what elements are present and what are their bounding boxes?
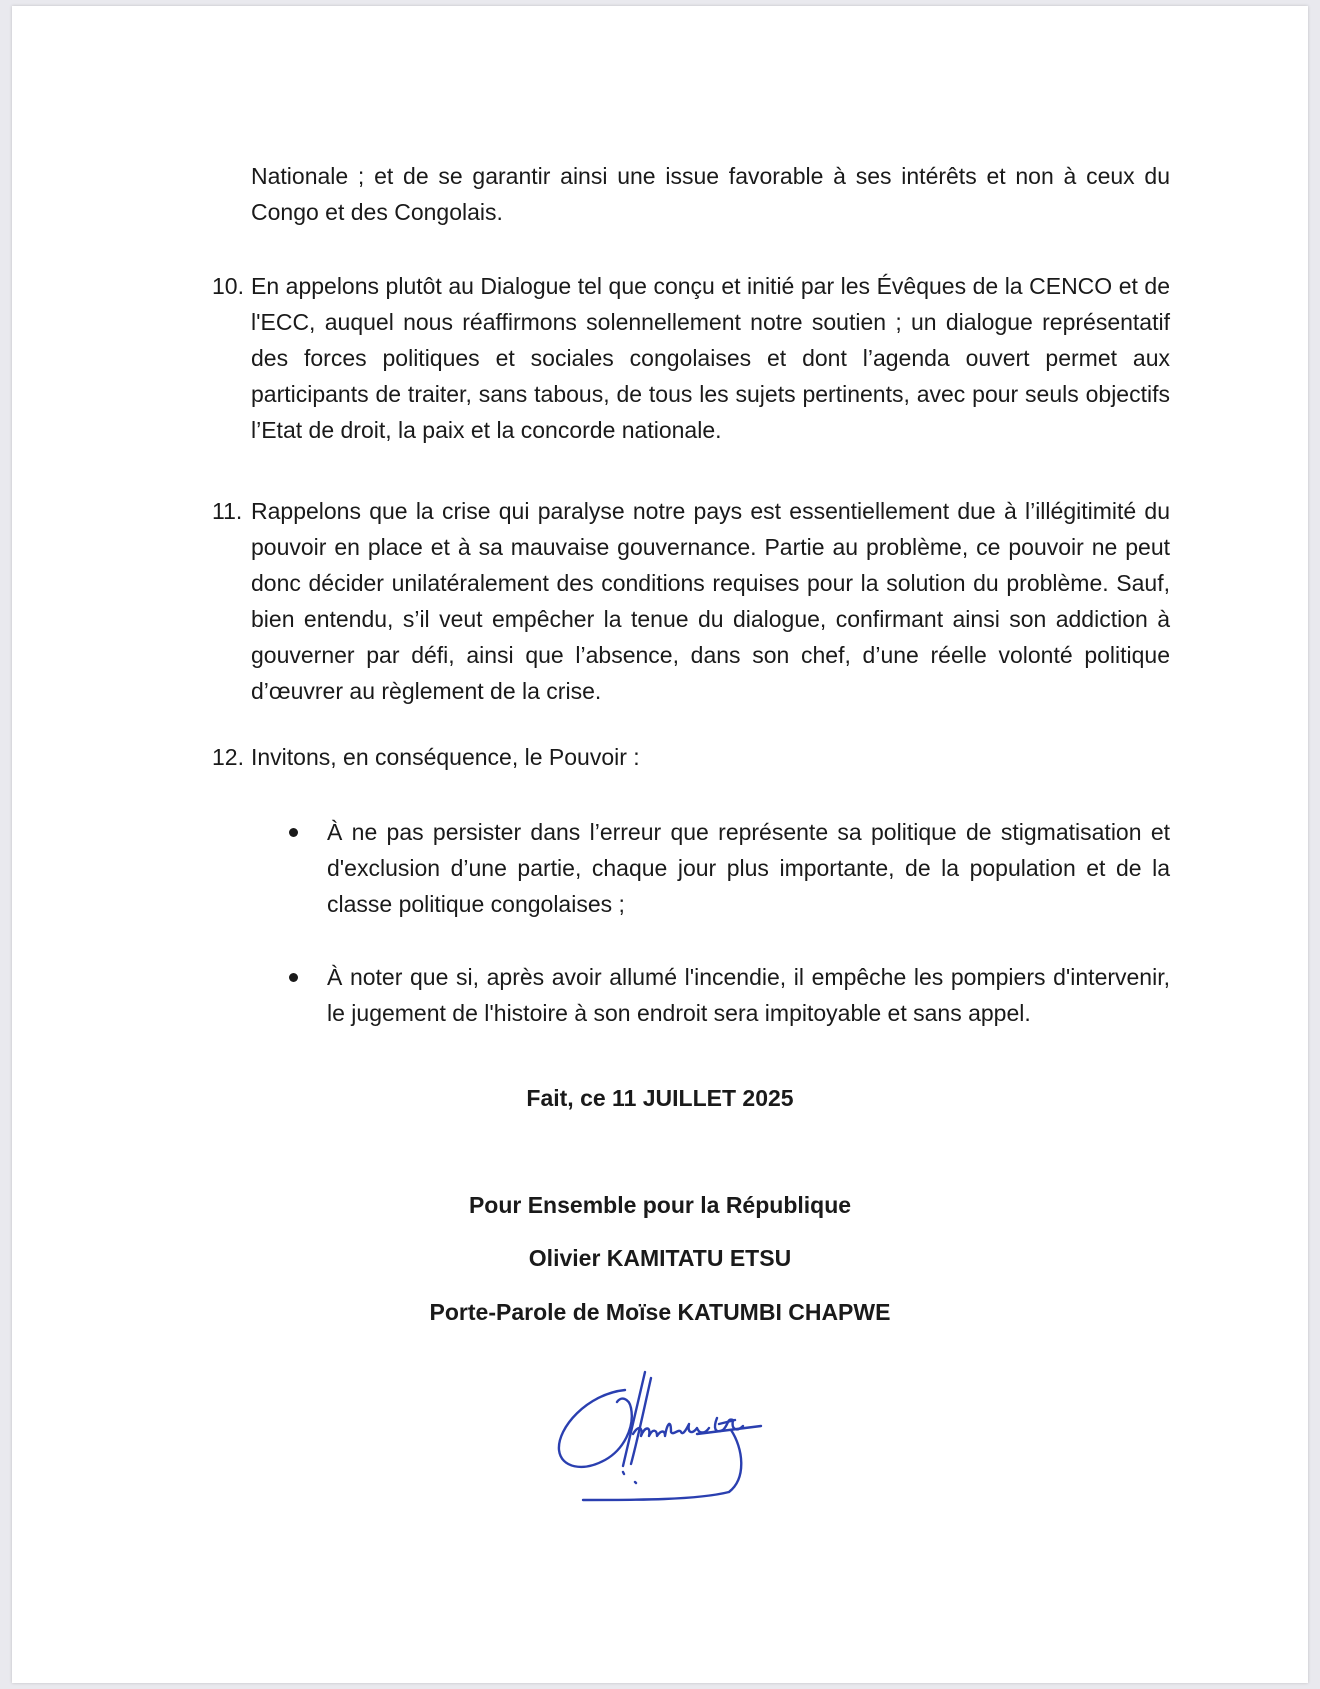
bullet-text: À noter que si, après avoir allumé l'incendie, il empêche les pompiers d'intervenir, le jugement de l'histoire à son endroit sera impitoyable et sans appel. xyxy=(327,964,1170,1026)
bullet-item xyxy=(284,959,1170,1031)
bullet-icon xyxy=(289,973,298,982)
bullet-icon xyxy=(289,828,298,837)
handwritten-signature xyxy=(547,1368,787,1518)
document-page xyxy=(12,6,1308,1683)
signatory-organization: Pour Ensemble pour la République xyxy=(468,1192,852,1218)
list-item-text: Rappelons que la crise qui paralyse notre pays est essentiellement due à l’illégitimité du pouvoir en place et à sa mauvaise gouvernance. Partie au problème, ce pouvoir ne peut donc décider unilatéralement des conditions requises pour la solution du problème. Sauf, bien entendu, s’il veut empêcher la tenue du dialogue, confirmant ainsi son addiction à gouverner par défi, ainsi que l’absence, dans son chef, d’une réelle volonté politique d’œuvrer au règlement de la crise. xyxy=(251,498,1170,704)
date-line: Fait, ce 11 JUILLET 2025 xyxy=(526,1085,794,1111)
list-item-11 xyxy=(212,493,1170,709)
signatory-name: Olivier KAMITATU ETSU xyxy=(528,1245,792,1271)
list-item-number: 11. xyxy=(212,498,243,524)
bullet-item xyxy=(284,814,1170,922)
list-item-12 xyxy=(212,739,1170,775)
list-item-10 xyxy=(212,268,1170,448)
signatory-role: Porte-Parole de Moïse KATUMBI CHAPWE xyxy=(429,1299,891,1325)
list-item-number: 10. xyxy=(212,273,244,299)
list-item-text: Invitons, en conséquence, le Pouvoir : xyxy=(251,744,640,770)
list-item-number: 12. xyxy=(212,744,244,770)
bullet-text: À ne pas persister dans l’erreur que représente sa politique de stigmatisation et d'exclusion d’une partie, chaque jour plus importante, de la population et de la classe politique congolaises ; xyxy=(327,819,1170,917)
continuation-paragraph: Nationale ; et de se garantir ainsi une issue favorable à ses intérêts et non à ceux du Congo et des Congolais. xyxy=(251,163,1170,225)
list-item-text: En appelons plutôt au Dialogue tel que conçu et initié par les Évêques de la CENCO et de l'ECC, auquel nous réaffirmons solennellement notre soutien ; un dialogue représentatif des forces politiques et sociales congolaises et dont l’agenda ouvert permet aux participants de traiter, sans tabous, de tous les sujets pertinents, avec pour seuls objectifs l’Etat de droit, la paix et la concorde nationale. xyxy=(251,273,1170,443)
